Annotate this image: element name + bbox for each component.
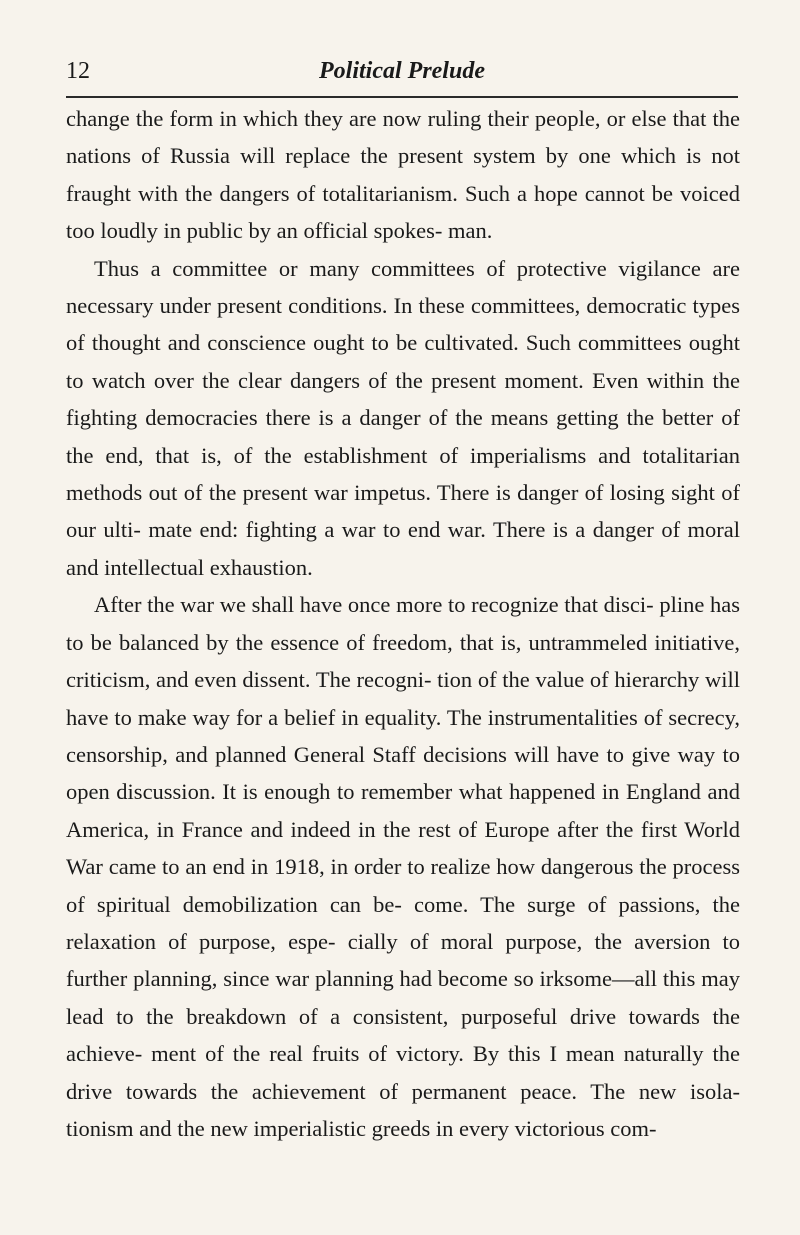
- body-text: [66, 100, 740, 1147]
- paragraph-1: change the form in which they are now ruling their people, or else that the nations of Russia will replace the present system by one which is not fraught with the dangers of totalitarianism. Such a hope cannot be voiced too loudly in public by an official spokes- man.: [66, 106, 740, 244]
- paragraph-2: Thus a committee or many committees of protective vigilance are necessary under present conditions. In these committees, democratic types of thought and conscience ought to be cultivated. Such committees ought to watch over the clear dangers of the present moment. Even within the fighting democracies there is a danger of the means getting the better of the end, that is, of the establishment of imperialisms and totalitarian methods out of the present war impetus. There is danger of losing sight of our ulti- mate end: fighting a war to end war. There is a danger of moral and intellectual exhaustion.: [66, 255, 740, 580]
- paragraph-3: After the war we shall have once more to recognize that disci- pline has to be balanced by the essence of freedom, that is, untrammeled initiative, criticism, and even dissent. The recogni- tion of the value of hierarchy will have to make way for a belief in equality. The instrumentalities of secrecy, censorship, and planned General Staff decisions will have to give way to open discussion. It is enough to remember what happened in England and America, in France and indeed in the rest of Europe after the first World War came to an end in 1918, in order to realize how dangerous the process of spiritual demobilization can be- come. The surge of passions, the relaxation of purpose, espe- cially of moral purpose, the aversion to further planning, since war planning had become so irksome—all this may lead to the breakdown of a consistent, purposeful drive towards the achieve- ment of the real fruits of victory. By this I mean naturally the drive towards the achievement of permanent peace. The new isola- tionism and the new imperialistic greeds in every victorious com-: [66, 592, 740, 1141]
- header-rule: [66, 96, 738, 98]
- page-header: [66, 52, 738, 92]
- page-number: 12: [66, 58, 90, 84]
- running-title: Political Prelude: [319, 58, 485, 84]
